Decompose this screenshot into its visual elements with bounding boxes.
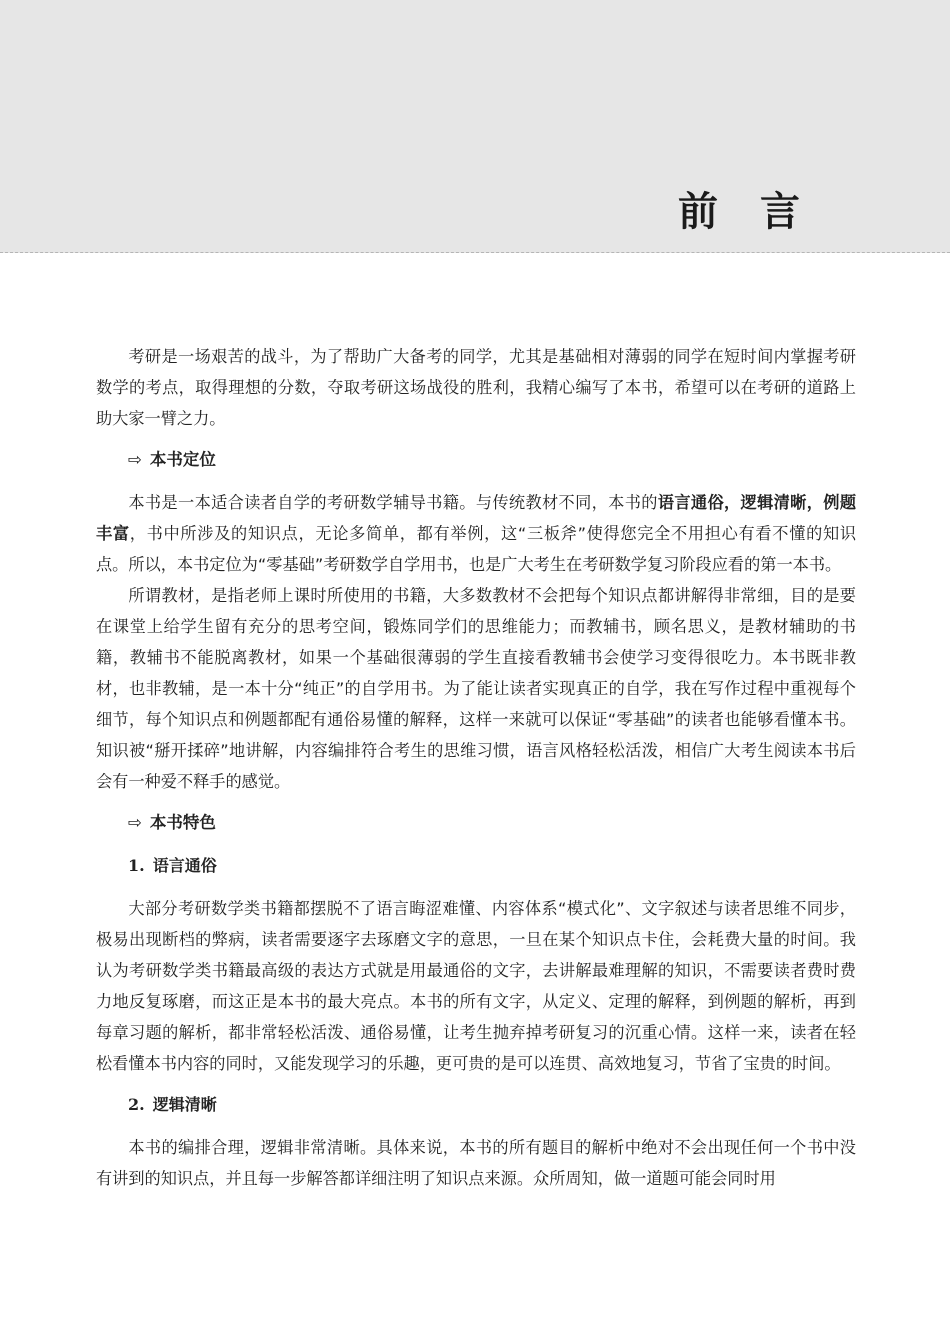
page-title: 前言 (678, 189, 842, 235)
clear-logic-paragraph: 本书的编排合理，逻辑非常清晰。具体来说，本书的所有题目的解析中绝对不会出现任何一个书中没有讲到的知识点，并且每一步解答都详细注明了知识点来源。众所周知，做一道题可能会同时用 (96, 1138, 856, 1188)
highlight-text: 语言通俗，逻辑清晰，例题丰富 (96, 493, 857, 543)
section-heading-label: 本书定位 (149, 450, 216, 469)
section-heading-positioning (128, 444, 856, 475)
positioning-paragraph-1 (96, 487, 856, 580)
sub-heading-label: 语言通俗 (152, 856, 217, 875)
plain-language-paragraph: 大部分考研数学类书籍都摆脱不了语言晦涩难懂、内容体系“模式化”、文字叙述与读者思维不同步，极易出现断档的弊病，读者需要逐字去琢磨文字的意思，一旦在某个知识点卡住，会耗费大量的时间。我认为考研数学类书籍最高级的表达方式就是用最通俗的文字，去讲解最难理解的知识，不需要读者费时费力地反复琢磨，而这正是本书的最大亮点。本书的所有文字，从定义、定理的解释，到例题的解析，再到每章习题的解析，都非常轻松活泼、通俗易懂，让考生抛弃掉考研复习的沉重心情。这样一来，读者在轻松看懂本书内容的同时，又能发现学习的乐趣，更可贵的是可以连贯、高效地复习，节省了宝贵的时间。 (96, 899, 856, 1073)
sub-heading-number: 2. (128, 1095, 145, 1114)
text-run: 本书是一本适合读者自学的考研数学辅导书籍。与传统教材不同，本书的 (128, 493, 658, 512)
sub-heading-clear-logic (128, 1089, 856, 1120)
sub-heading-plain-language (128, 850, 856, 881)
sub-heading-label: 逻辑清晰 (152, 1095, 217, 1114)
section-heading-features (128, 807, 856, 838)
section-heading-label: 本书特色 (149, 813, 216, 832)
text-run: ，书中所涉及的知识点，无论多简单，都有举例，这“三板斧”使得您完全不用担心有看不懂的知识点。所以，本书定位为“零基础”考研数学自学用书，也是广大考生在考研数学复习阶段应看的第一本书。 (96, 524, 857, 574)
intro-paragraph: 考研是一场艰苦的战斗，为了帮助广大备考的同学，尤其是基础相对薄弱的同学在短时间内掌握考研数学的考点，取得理想的分数，夺取考研这场战役的胜利，我精心编写了本书，希望可以在考研的道路上助大家一臂之力。 (96, 347, 856, 428)
positioning-paragraph-2: 所谓教材，是指老师上课时所使用的书籍，大多数教材不会把每个知识点都讲解得非常细，目的是要在课堂上给学生留有充分的思考空间，锻炼同学们的思维能力；而教辅书，顾名思义，是教材辅助的书籍，教辅书不能脱离教材，如果一个基础很薄弱的学生直接看教辅书会使学习变得很吃力。本书既非教材，也非教辅，是一本十分“纯正”的自学用书。为了能让读者实现真正的自学，我在写作过程中重视每个细节，每个知识点和例题都配有通俗易懂的解释，这样一来就可以保证“零基础”的读者也能够看懂本书。知识被“掰开揉碎”地讲解，内容编排符合考生的思维习惯，语言风格轻松活泼，相信广大考生阅读本书后会有一种爱不释手的感觉。 (96, 586, 856, 791)
sub-heading-number: 1. (128, 856, 145, 875)
arrow-right-icon: ⇨ (128, 450, 142, 469)
main-content (96, 341, 856, 1194)
arrow-right-icon: ⇨ (128, 813, 142, 832)
